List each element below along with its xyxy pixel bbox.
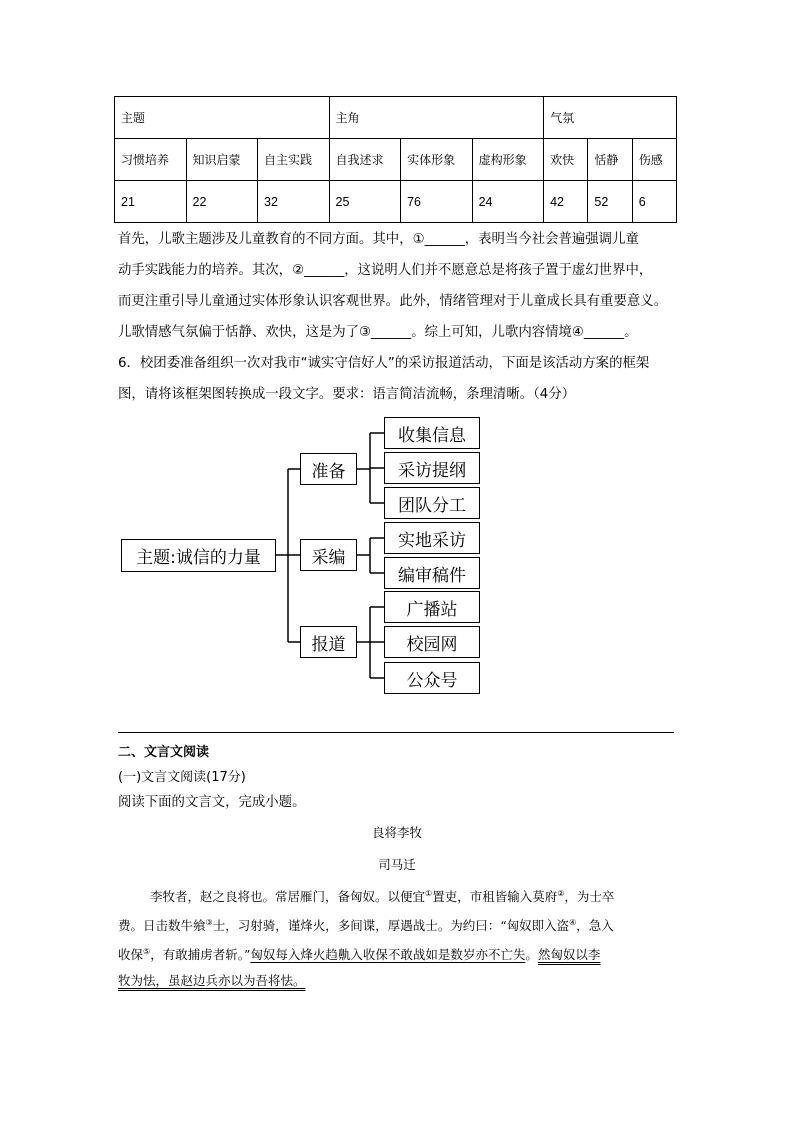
diagram-leaf: 采访提纲	[384, 452, 480, 484]
passage-line: 首先，儿歌主题涉及儿童教育的不同方面。其中，①______，表明当今社会普遍强调儿童	[118, 232, 639, 247]
value-cell: 24	[472, 181, 544, 223]
value-cell: 42	[544, 181, 588, 223]
diagram-branch: 报道	[300, 626, 357, 658]
classical-line: 费。日击数牛飨③士，习射骑，谨烽火，多间谍，厚遇战士。为约曰：“匈奴即入盗④，急入	[118, 918, 614, 934]
diagram-leaf: 编审稿件	[384, 557, 480, 589]
underlined-sentence: 匈奴每入烽火趋鼽入收保不敢战如是数岁亦不亡失	[250, 947, 526, 963]
value-cell: 52	[588, 181, 632, 223]
diagram-branch: 准备	[300, 453, 357, 485]
value-cell: 6	[632, 181, 676, 223]
group-protagonist: 主角	[329, 97, 544, 139]
diagram-root: 主题:诚信的力量	[121, 539, 276, 572]
diagram-leaf: 广播站	[384, 591, 480, 623]
passage-line: 儿歌情感气氛偏于恬静、欢快，这是为了③______。综上可知，儿歌内容情境④______。	[118, 325, 638, 340]
classical-line	[118, 967, 306, 996]
section-subheading: (一)文言文阅读(17分)	[118, 770, 246, 785]
header-cell: 虚构形象	[472, 139, 544, 181]
question-6-line: 6．校团委准备组织一次对我市“诚实守信好人”的采访报道活动，下面是该活动方案的框架	[118, 356, 650, 371]
passage-line: 动手实践能力的培养。其次，②______，这说明人们并不愿意总是将孩子置于虚幻世界中，	[118, 263, 653, 278]
value-cell: 76	[401, 181, 473, 223]
text-author: 司马迁	[378, 857, 416, 872]
value-cell: 22	[186, 181, 258, 223]
diagram-branch: 采编	[300, 539, 357, 571]
value-cell: 32	[258, 181, 330, 223]
header-cell: 自主实践	[258, 139, 330, 181]
diagram-leaf: 团队分工	[384, 487, 480, 519]
passage-line: 而更注重引导儿童通过实体形象认识客观世界。此外，情绪管理对于儿童成长具有重要意义。	[118, 294, 668, 309]
underlined-sentence: 然匈奴以李	[537, 947, 601, 963]
diagram-leaf: 实地采访	[384, 522, 480, 554]
text-title: 良将李牧	[371, 825, 422, 840]
classical-line: 李牧者，赵之良将也。常居雁门，备匈奴。以便宜①置吏，市租皆输入莫府②，为士卒	[150, 889, 615, 905]
value-cell: 21	[115, 181, 187, 223]
group-theme: 主题	[115, 97, 330, 139]
instruction: 阅读下面的文言文，完成小题。	[118, 795, 306, 810]
diagram-leaf: 校园网	[384, 626, 480, 658]
underlined-sentence: 牧为怯，虽赵边兵亦以为吾将怯。	[118, 973, 306, 988]
header-cell: 知识启蒙	[186, 139, 258, 181]
header-cell: 习惯培养	[115, 139, 187, 181]
question-6-line: 图，请将该框架图转换成一段文字。要求：语言简洁流畅，条理清晰。（4分）	[118, 387, 576, 402]
value-cell: 25	[329, 181, 401, 223]
diagram-leaf: 公众号	[384, 662, 480, 694]
header-cell: 欢快	[544, 139, 588, 181]
header-cell: 自我述求	[329, 139, 401, 181]
section-divider	[118, 732, 674, 733]
group-atmosphere: 气氛	[544, 97, 677, 139]
section-heading: 二、文言文阅读	[118, 745, 210, 760]
header-cell: 伤感	[632, 139, 676, 181]
header-cell: 恬静	[588, 139, 632, 181]
header-cell: 实体形象	[401, 139, 473, 181]
classical-line: 收保⑤，有敢捕虏者斩。”匈奴每入烽火趋鼽入收保不敢战如是数岁亦不亡失。然匈奴以李	[118, 947, 601, 963]
diagram-leaf: 收集信息	[384, 417, 480, 449]
